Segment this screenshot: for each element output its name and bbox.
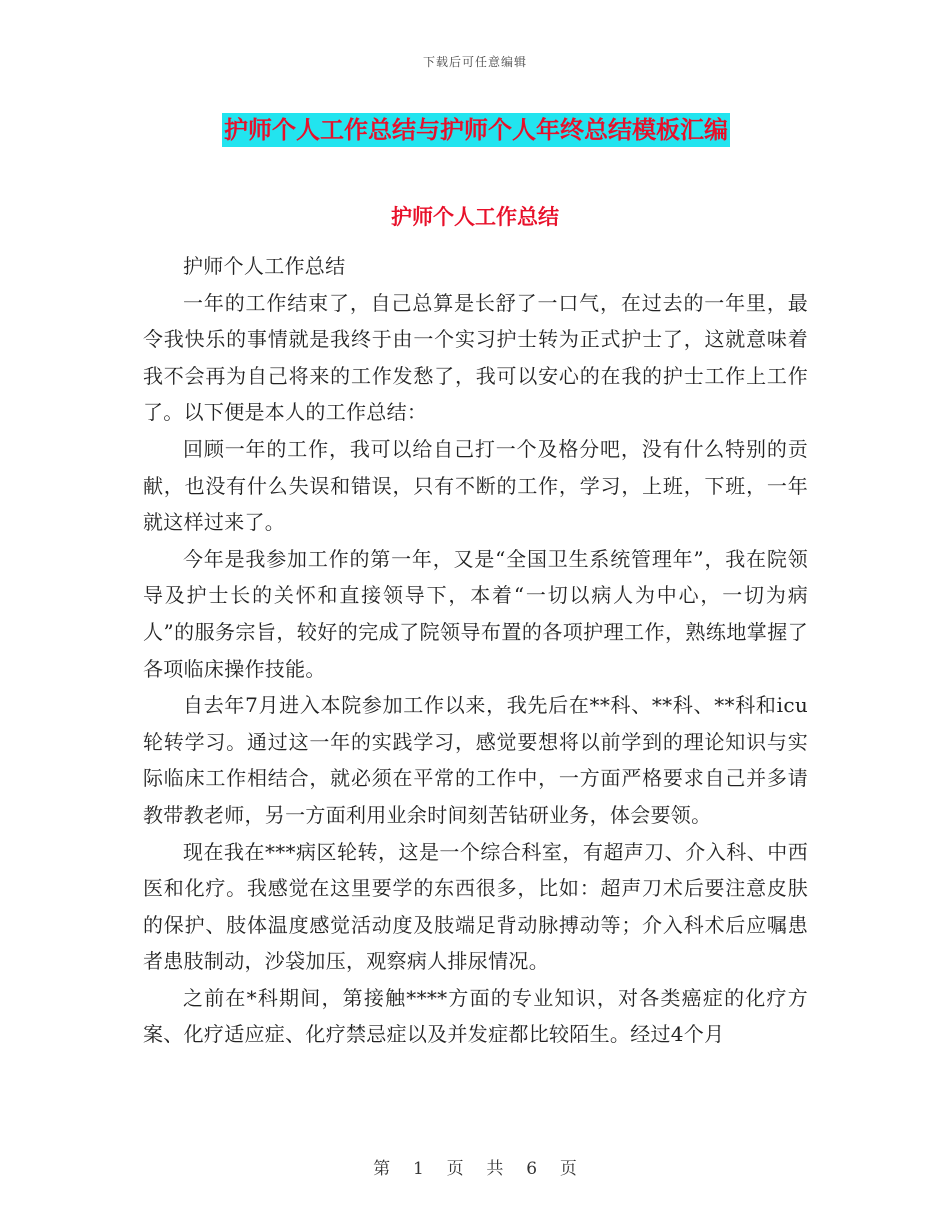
body-text (143, 248, 808, 1053)
paragraph: 护师个人工作总结 (183, 254, 346, 278)
paragraph: 今年是我参加工作的第一年，又是“全国卫生系统管理年”，我在院领导及护士长的关怀和直接领导下，本着“一切以病人为中心，一切为病人”的服务宗旨，较好的完成了院领导布置的各项护理工作，熟练地掌握了各项临床操作技能。 (143, 546, 808, 681)
current-page-number: 1 (412, 1159, 424, 1179)
header-note: 下载后可任意编辑 (422, 55, 527, 69)
paragraph: 一年的工作结束了，自己总算是长舒了一口气，在过去的一年里，最令我快乐的事情就是我终于由一个实习护士转为正式护士了，这就意味着我不会再为自己将来的工作发愁了，我可以安心的在我的护士工作上工作了。以下便是本人的工作总结： (143, 290, 808, 425)
paragraph: 自去年7月进入本院参加工作以来，我先后在**科、**科、**科和icu轮转学习。通过这一年的实践学习，感觉要想将以前学到的理论知识与实际临床工作相结合，就必须在平常的工作中，一方面严格要求自己并多请教带教老师，另一方面利用业余时间刻苦钻研业务，体会要领。 (143, 693, 808, 827)
paragraph: 回顾一年的工作，我可以给自己打一个及格分吧，没有什么特别的贡献，也没有什么失误和错误，只有不断的工作，学习，上班，下班，一年就这样过来了。 (143, 436, 808, 535)
paragraph: 之前在*科期间，第接触****方面的专业知识，对各类癌症的化疗方案、化疗适应症、化疗禁忌症以及并发症都比较陌生。经过4个月 (143, 985, 808, 1047)
section-title: 护师个人工作总结 (391, 205, 559, 229)
footer-total-word: 共 (486, 1159, 504, 1179)
document-title: 护师个人工作总结与护师个人年终总结模板汇编 (222, 113, 730, 147)
page-footer (0, 1154, 950, 1179)
footer-page-word: 页 (446, 1159, 464, 1179)
footer-prefix: 第 (373, 1159, 391, 1179)
footer-suffix: 页 (559, 1159, 577, 1179)
total-pages-number: 6 (526, 1159, 538, 1179)
paragraph: 现在我在***病区轮转，这是一个综合科室，有超声刀、介入科、中西医和化疗。我感觉在这里要学的东西很多，比如：超声刀术后要注意皮肤的保护、肢体温度感觉活动度及肢端足背动脉搏动等；介入科术后应嘱患者患肢制动，沙袋加压，观察病人排尿情况。 (143, 839, 808, 974)
